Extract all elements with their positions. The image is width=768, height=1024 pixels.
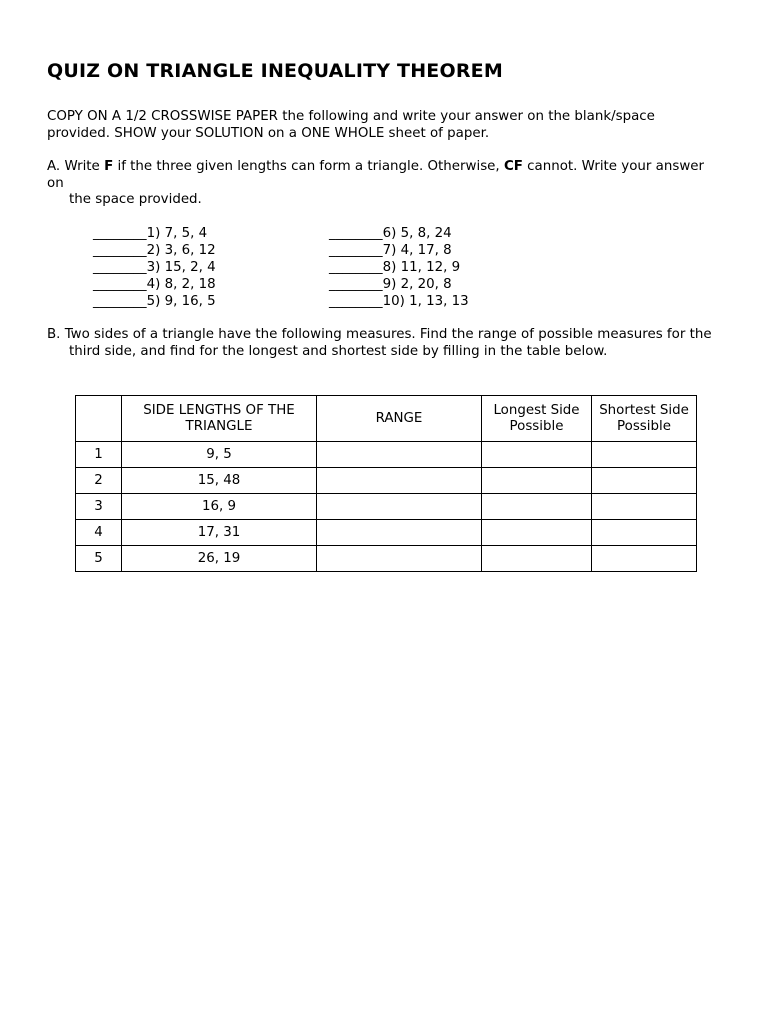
header-shortest-side: Shortest Side Possible: [592, 396, 697, 442]
header-range: RANGE: [317, 396, 482, 442]
row-number: 2: [76, 468, 122, 494]
shortest-side-cell: [592, 442, 697, 468]
list-item: ________3) 15, 2, 4: [93, 259, 216, 275]
header-side-lengths: SIDE LENGTHS OF THE TRIANGLE: [122, 396, 317, 442]
part-a-bold-f: F: [104, 159, 114, 174]
part-a-items-right: [329, 226, 469, 311]
table-row: [76, 442, 697, 468]
header-longest-side: Longest Side Possible: [482, 396, 592, 442]
row-number: 5: [76, 546, 122, 572]
longest-side-cell: [482, 442, 592, 468]
list-item: ________8) 11, 12, 9: [329, 259, 461, 275]
row-number: 1: [76, 442, 122, 468]
range-cell: [317, 520, 482, 546]
shortest-side-cell: [592, 520, 697, 546]
part-a-middle: if the three given lengths can form a triangle. Otherwise,: [113, 159, 504, 174]
range-cell: [317, 468, 482, 494]
side-lengths-cell: 16, 9: [122, 494, 317, 520]
shortest-side-cell: [592, 494, 697, 520]
shortest-side-cell: [592, 468, 697, 494]
table-row: [76, 468, 697, 494]
side-lengths-cell: 17, 31: [122, 520, 317, 546]
table-row: [76, 494, 697, 520]
list-item: ________2) 3, 6, 12: [93, 242, 216, 258]
longest-side-cell: [482, 468, 592, 494]
longest-side-cell: [482, 520, 592, 546]
list-item: ________6) 5, 8, 24: [329, 226, 452, 241]
longest-side-cell: [482, 494, 592, 520]
list-item: ________5) 9, 16, 5: [93, 293, 216, 309]
range-cell: [317, 546, 482, 572]
side-lengths-cell: 15, 48: [122, 468, 317, 494]
side-lengths-cell: 9, 5: [122, 442, 317, 468]
part-b-line1: B. Two sides of a triangle have the following measures. Find the range of possible measures for the: [47, 327, 712, 342]
list-item: ________9) 2, 20, 8: [329, 276, 452, 292]
range-cell: [317, 494, 482, 520]
row-number: 3: [76, 494, 122, 520]
table-row: [76, 546, 697, 572]
table-header-row: [76, 396, 697, 442]
list-item: ________4) 8, 2, 18: [93, 276, 216, 292]
part-b-line2: third side, and find for the longest and shortest side by filling in the table below.: [69, 343, 608, 359]
part-a-suffix: cannot. Write your answer on: [47, 159, 705, 191]
part-a-instructions: [47, 159, 707, 209]
part-a-prefix: A. Write: [47, 159, 105, 174]
list-item: ________1) 7, 5, 4: [93, 226, 208, 241]
instructions: COPY ON A 1/2 CROSSWISE PAPER the following and write your answer on the blank/space provided. SHOW your SOLUTION on a ONE WHOLE sheet of paper.: [47, 109, 655, 141]
page-title: QUIZ ON TRIANGLE INEQUALITY THEOREM: [47, 60, 503, 82]
row-number: 4: [76, 520, 122, 546]
part-a-items-left: [93, 226, 216, 311]
range-cell: [317, 442, 482, 468]
part-a-line2: the space provided.: [69, 192, 202, 207]
list-item: ________10) 1, 13, 13: [329, 293, 469, 309]
header-number: [76, 396, 122, 442]
part-b-instructions: [47, 327, 717, 360]
shortest-side-cell: [592, 546, 697, 572]
list-item: ________7) 4, 17, 8: [329, 242, 452, 258]
side-lengths-cell: 26, 19: [122, 546, 317, 572]
answer-table: [75, 395, 697, 572]
longest-side-cell: [482, 546, 592, 572]
part-a-bold-cf: CF: [503, 159, 523, 174]
table-row: [76, 520, 697, 546]
